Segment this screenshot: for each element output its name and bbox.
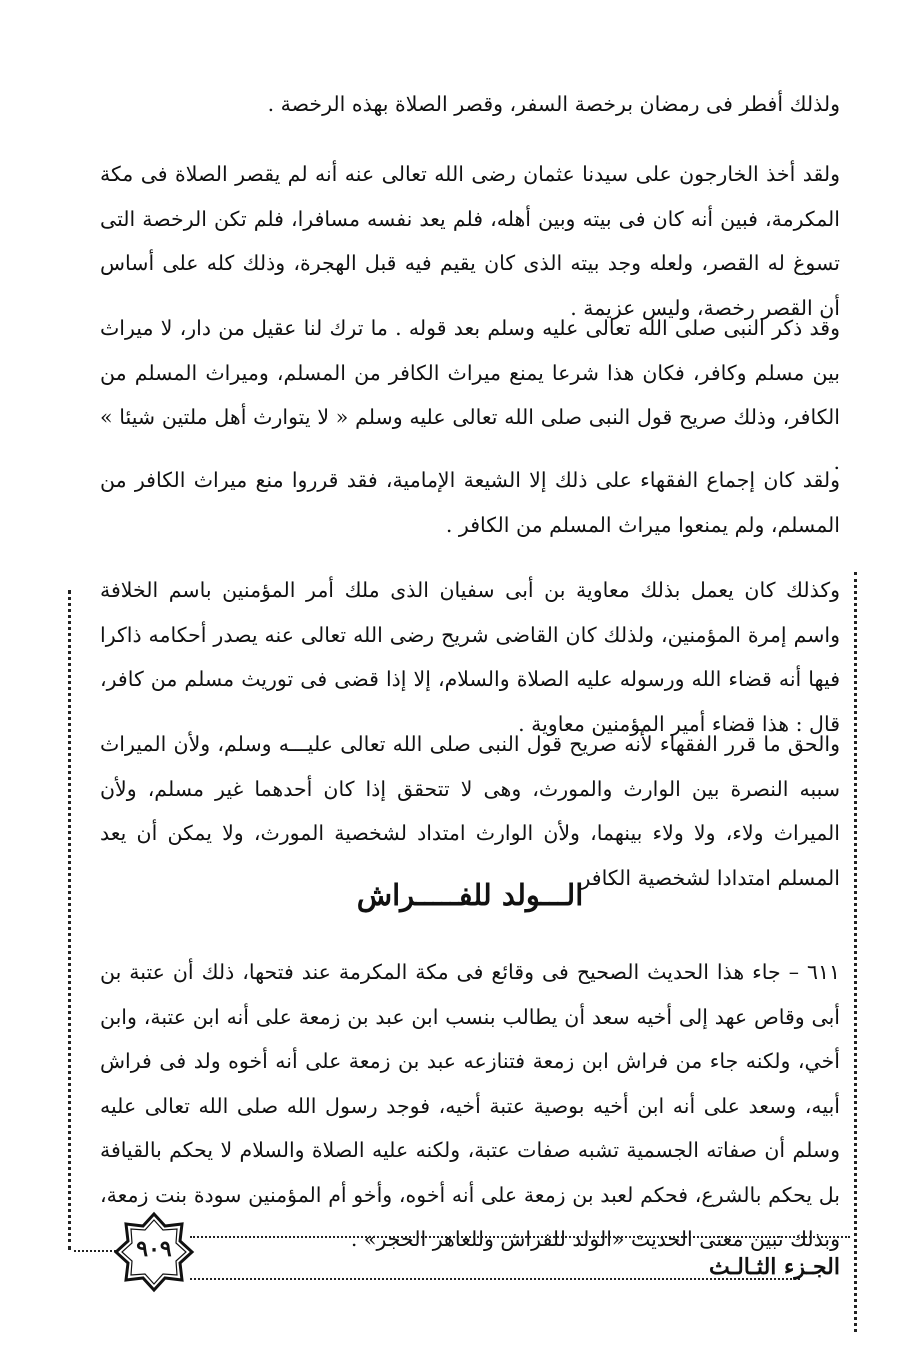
paragraph-7: ٦١١ – جاء هذا الحديث الصحيح فى وقائع فى مكة المكرمة عند فتحها، ذلك أن عتبة بن أبى وقاص عهد إلى أخيه سعد أن يطالب بنسب ابن عبد بن زمعة على أنه ابن عتبة، وابن أخي، ولكنه جاء من فراش ابن زمعة فتنازعه عبد بن زمعة على أنه أخوه ولد فى فراش أبيه، وسعد على أنه ابن أخيه بوصية عتبة أخيه، فوجد رسول الله صلى الله تعالى عليه وسلم أن صفاته الجسمية تشبه صفات عتبة، ولكنه عليه الصلاة والسلام لا يحكم بالقيافة بل يحكم بالشرع، فحكم لعبد بن زمعة على أنه أخوه، وأخو أم المؤمنين سودة بنت زمعة، وبذلك تبين معنى الحديث «الولد للفراش وللعاهر الحجر» . bbox=[100, 960, 840, 1251]
frame-right-border bbox=[854, 572, 857, 1332]
paragraph-5: وكذلك كان يعمل بذلك معاوية بن أبى سفيان الذى ملك أمر المؤمنين باسم الخلافة واسم إمرة المؤمنين، ولذلك كان القاضى شريح رضى الله تعالى عنه يصدر أحكامه ذاكرا فيها أنه قضاء الله ورسوله عليه الصلاة والسلام، إلا إذا قضى فى توريث مسلم من كافر، قال : هذا قضاء أمير المؤمنين معاوية . bbox=[100, 578, 840, 736]
paragraph-3: وقد ذكر النبى صلى الله تعالى عليه وسلم بعد قوله . ما ترك لنا عقيل من دار، لا ميراث بين مسلم وكافر، فكان هذا شرعا يمنع ميراث الكافر من المسلم، وميراث المسلم من الكافر، وذلك صريح قول النبى صلى الله تعالى عليه وسلم « لا يتوارث أهل ملتين شيئا » . bbox=[100, 316, 840, 474]
footer-rule-top bbox=[190, 1236, 850, 1238]
volume-label: الجـزء الثـالـث bbox=[709, 1254, 840, 1280]
section-heading: الـــولد للفـــــراش bbox=[356, 878, 584, 912]
paragraph-2: ولقد أخذ الخارجون على سيدنا عثمان رضى الله تعالى عنه أنه لم يقصر الصلاة فى مكة المكرمة، فبين أنه كان فى بيته وبين أهله، فلم يعد نفسه مسافرا، فلم تكن الرخصة التى تسوغ له القصر، ولعله وجد بيته الذى كان يقيم فيه قبل الهجرة، وذلك كله على أساس أن القصر رخصة، وليس عزيمة . bbox=[100, 162, 840, 320]
frame-left-border bbox=[68, 590, 71, 1250]
paragraph-1: ولذلك أفطر فى رمضان برخصة السفر، وقصر الصلاة بهذه الرخصة . bbox=[267, 92, 840, 116]
page-number: ٩٠٩ bbox=[136, 1236, 172, 1262]
paragraph-6: والحق ما قرر الفقهاء لأنه صريح قول النبى صلى الله تعالى عليـــه وسلم، ولأن الميراث سببه النصرة بين الوارث والمورث، وهى لا تتحقق إذا كان أحدهما غير مسلم، ولأن الميراث ولاء، ولا ولاء بينهما، ولأن الوارث امتداد لشخصية المورث، ولا يمكن أن يعد المسلم امتدادا لشخصية الكافر . bbox=[100, 732, 840, 890]
paragraph-4: ولقد كان إجماع الفقهاء على ذلك إلا الشيعة الإمامية، فقد قرروا منع ميراث الكافر من المسلم، ولم يمنعوا ميراث المسلم من الكافر . bbox=[100, 468, 840, 537]
